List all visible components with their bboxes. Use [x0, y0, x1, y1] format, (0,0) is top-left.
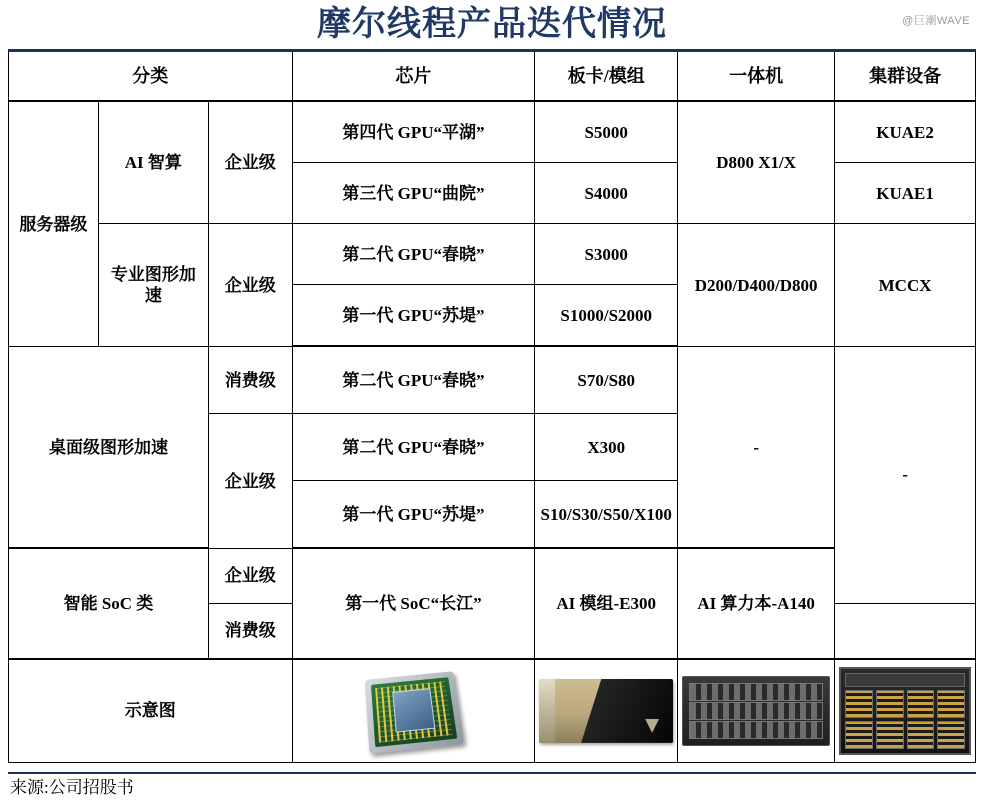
cell-cluster-mccx: MCCX	[835, 224, 976, 347]
group-soc: 智能 SoC 类	[9, 548, 209, 659]
rack-server-photo	[682, 665, 830, 757]
cell-image-appliance	[678, 659, 835, 763]
tier-enterprise-ai: 企业级	[208, 101, 292, 224]
group-desktop: 桌面级图形加速	[9, 346, 209, 548]
rack-illustration	[839, 667, 971, 755]
server-drive-bay	[689, 683, 823, 701]
cell-board-s1000-s2000: S1000/S2000	[535, 285, 678, 347]
cell-image-cluster	[835, 659, 976, 763]
gpu-chip-photo	[297, 665, 531, 757]
source-note: 来源:公司招股书	[10, 778, 134, 797]
header-board: 板卡/模组	[535, 51, 678, 102]
cell-board-s70-s80: S70/S80	[535, 346, 678, 414]
cell-chip-gen1-desktop: 第一代 GPU“苏堤”	[292, 481, 535, 549]
rack-node	[937, 690, 965, 718]
rack-top-panel	[845, 673, 965, 687]
rack-node	[907, 690, 935, 718]
table-row	[9, 346, 976, 414]
chip-illustration	[365, 671, 465, 754]
cell-chip-gen1-server: 第一代 GPU“苏堤”	[292, 285, 535, 347]
chip-die	[371, 677, 457, 747]
cell-appliance-d200-d400-d800: D200/D400/D800	[678, 224, 835, 347]
cell-chip-gen2-server: 第二代 GPU“春晓”	[292, 224, 535, 285]
cell-chip-soc-gen1: 第一代 SoC“长江”	[292, 548, 535, 659]
tier-enterprise-desktop: 企业级	[208, 414, 292, 549]
cell-cluster-desktop-none: -	[835, 346, 976, 603]
table-row	[9, 101, 976, 163]
server-rack-cluster-photo	[839, 665, 971, 757]
rack-node	[907, 721, 935, 749]
cell-board-s5000: S5000	[535, 101, 678, 163]
cell-board-x300: X300	[535, 414, 678, 481]
cell-chip-gen4: 第四代 GPU“平湖”	[292, 101, 535, 163]
cell-cluster-kuae1: KUAE1	[835, 163, 976, 224]
table-row	[9, 548, 976, 603]
cell-cluster-kuae2: KUAE2	[835, 101, 976, 163]
cell-image-chip	[292, 659, 535, 763]
tier-consumer-desktop: 消费级	[208, 346, 292, 414]
cell-board-s4000: S4000	[535, 163, 678, 224]
cell-appliance-ai-laptop-a140: AI 算力本-A140	[678, 548, 835, 659]
table-row-diagram	[9, 659, 976, 763]
server-drive-bay	[689, 721, 823, 739]
page-title: 摩尔线程产品迭代情况	[317, 5, 667, 43]
header-cluster: 集群设备	[835, 51, 976, 102]
cell-chip-gen3: 第三代 GPU“曲院”	[292, 163, 535, 224]
cell-appliance-d800x1: D800 X1/X	[678, 101, 835, 224]
rack-node	[845, 690, 873, 718]
footer-divider	[8, 772, 976, 774]
product-iteration-table	[8, 49, 976, 763]
tier-enterprise-soc: 企业级	[208, 548, 292, 603]
server-drive-bay	[689, 702, 823, 720]
cell-board-s10-s30-s50-x100: S10/S30/S50/X100	[535, 481, 678, 549]
watermark-label: @巨潮WAVE	[902, 15, 970, 27]
cell-chip-gen2-enterprise-desktop: 第二代 GPU“春晓”	[292, 414, 535, 481]
cell-board-ai-module-e300: AI 模组-E300	[535, 548, 678, 659]
rack-node	[937, 721, 965, 749]
row-label-diagram: 示意图	[9, 659, 293, 763]
card-bracket	[539, 679, 555, 743]
rack-node	[845, 721, 873, 749]
header-category: 分类	[9, 51, 293, 102]
rack-node	[876, 690, 904, 718]
header-appliance: 一体机	[678, 51, 835, 102]
table-row	[9, 224, 976, 285]
tier-enterprise-graphics: 企业级	[208, 224, 292, 347]
cell-cluster-soc-none	[835, 603, 976, 659]
sub-ai-compute: AI 智算	[98, 101, 208, 224]
graphics-card-photo	[539, 665, 673, 757]
cell-image-board	[535, 659, 678, 763]
card-shroud	[581, 679, 673, 743]
tier-consumer-soc: 消费级	[208, 603, 292, 659]
cell-chip-gen2-consumer: 第二代 GPU“春晓”	[292, 346, 535, 414]
server-illustration	[682, 676, 830, 746]
group-server: 服务器级	[9, 101, 99, 346]
table-header-row	[9, 51, 976, 102]
cell-appliance-desktop-none: -	[678, 346, 835, 548]
sub-pro-graphics: 专业图形加速	[98, 224, 208, 347]
cell-board-s3000: S3000	[535, 224, 678, 285]
card-illustration	[539, 679, 673, 743]
rack-node	[876, 721, 904, 749]
header-chip: 芯片	[292, 51, 535, 102]
